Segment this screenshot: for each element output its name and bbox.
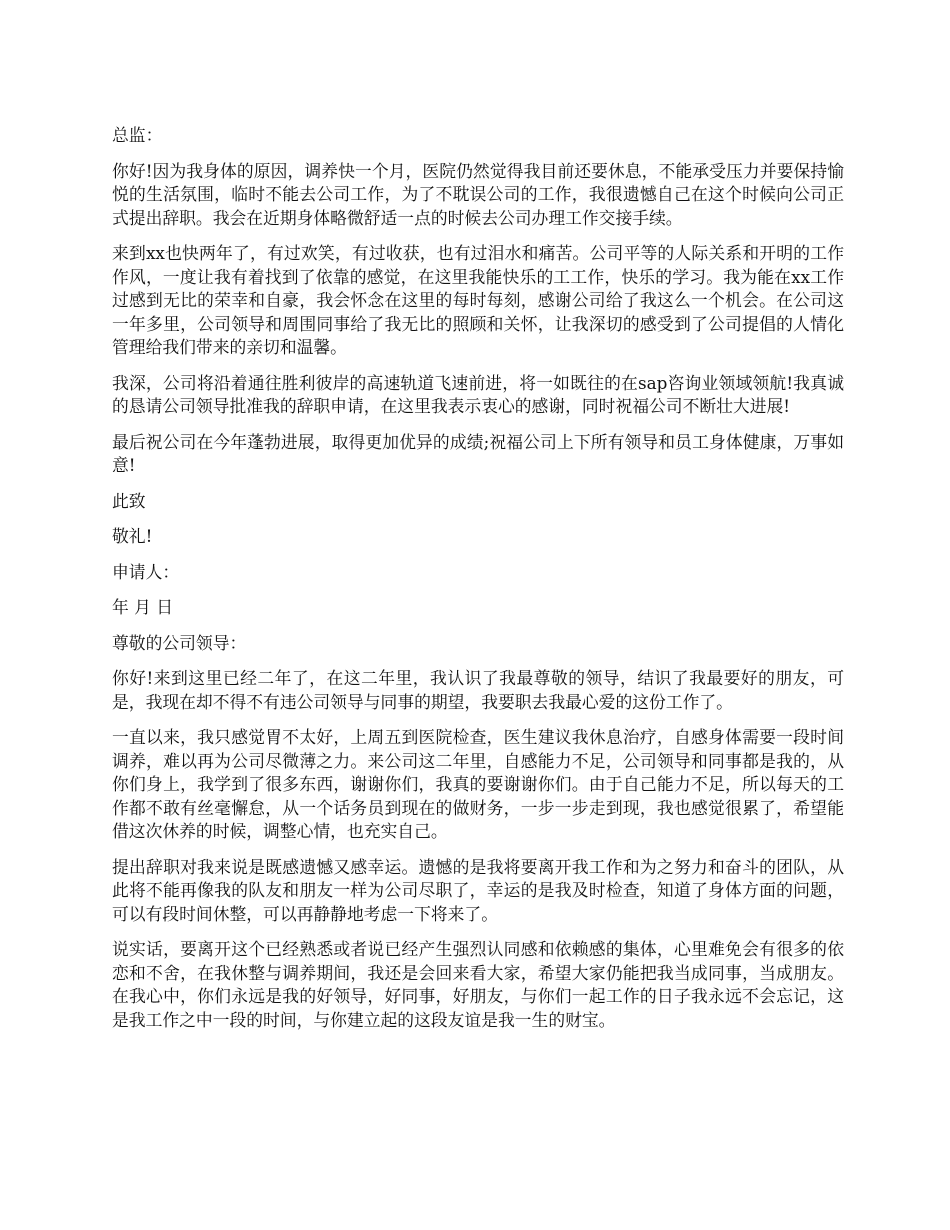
document-body — [112, 124, 844, 1044]
paragraph-farewell: 说实话，要离开这个已经熟悉或者说已经产生强烈认同感和依赖感的集体，心里难免会有很多的依恋和不舍，在我休整与调养期间，我还是会回来看大家，希望大家仍能把我当成同事，当成朋友。在我心中，你们永远是我的好领导，好同事，好朋友，与你们一起工作的日子我永远不会忘记，这是我工作之中一段的时间，与你建立起的这段友谊是我一生的财宝。 — [112, 939, 844, 1030]
paragraph-best-wishes: 最后祝公司在今年蓬勃进展，取得更加优异的成绩;祝福公司上下所有领导和员工身体健康，万事如意! — [112, 431, 844, 475]
salutation-director: 总监： — [112, 125, 163, 145]
paragraph-health-reason: 你好!因为我身体的原因，调养快一个月，医院仍然觉得我目前还要休息，不能承受压力并要保持愉悦的生活氛围，临时不能去公司工作，为了不耽误公司的工作，我很遗憾自己在这个时候向公司正式提出辞职。我会在近期身体略微舒适一点的时候去公司办理工作交接手续。 — [112, 160, 844, 228]
applicant-line: 申请人： — [112, 561, 180, 582]
paragraph-gratitude: 来到xx也快两年了，有过欢笑，有过收获，也有过泪水和痛苦。公司平等的人际关系和开明的工作作风，一度让我有着找到了依靠的感觉，在这里我能快乐的工工作，快乐的学习。我为能在xx工作过感到无比的荣幸和自豪，我会怀念在这里的每时每刻，感谢公司给了我这么一个机会。在公司这一年多里，公司领导和周围同事给了我无比的照顾和关怀，让我深切的感受到了公司提倡的人情化管理给我们带来的亲切和温馨。 — [112, 243, 844, 357]
closing-cizhi: 此致 — [112, 490, 146, 511]
paragraph-regret-fortune: 提出辞职对我来说是既感遗憾又感幸运。遗憾的是我将要离开我工作和为之努力和奋斗的团队，从此将不能再像我的队友和朋友一样为公司尽职了，幸运的是我及时检查，知道了身体方面的问题，可以有段时间休整，可以再静静地考虑一下将来了。 — [112, 856, 844, 924]
date-line: 年 月 日 — [112, 597, 174, 617]
paragraph-stomach-health: 一直以来，我只感觉胃不太好，上周五到医院检查，医生建议我休息治疗，自感身体需要一段时间调养，难以再为公司尽微薄之力。来公司这二年里，自感能力不足，公司领导和同事都是我的，从你们身上，我学到了很多东西，谢谢你们，我真的要谢谢你们。由于自己能力不足，所以每天的工作都不敢有丝毫懈怠，从一个话务员到现在的做财务，一步一步走到现，我也感觉很累了，希望能借这次休养的时候，调整心情，也充实自己。 — [112, 727, 844, 841]
closing-jingli: 敬礼! — [112, 526, 153, 546]
paragraph-approval-request: 我深，公司将沿着通往胜利彼岸的高速轨道飞速前进，将一如既往的在sap咨询业领域领航!我真诚的恳请公司领导批准我的辞职申请，在这里我表示衷心的感谢，同时祝福公司不断壮大进展! — [112, 372, 844, 416]
paragraph-two-years: 你好!来到这里已经二年了，在这二年里，我认识了我最尊敬的领导，结识了我最要好的朋友，可是，我现在却不得不有违公司领导与同事的期望，我要职去我最心爱的这份工作了。 — [112, 668, 844, 712]
salutation-leaders: 尊敬的公司领导： — [112, 632, 247, 653]
